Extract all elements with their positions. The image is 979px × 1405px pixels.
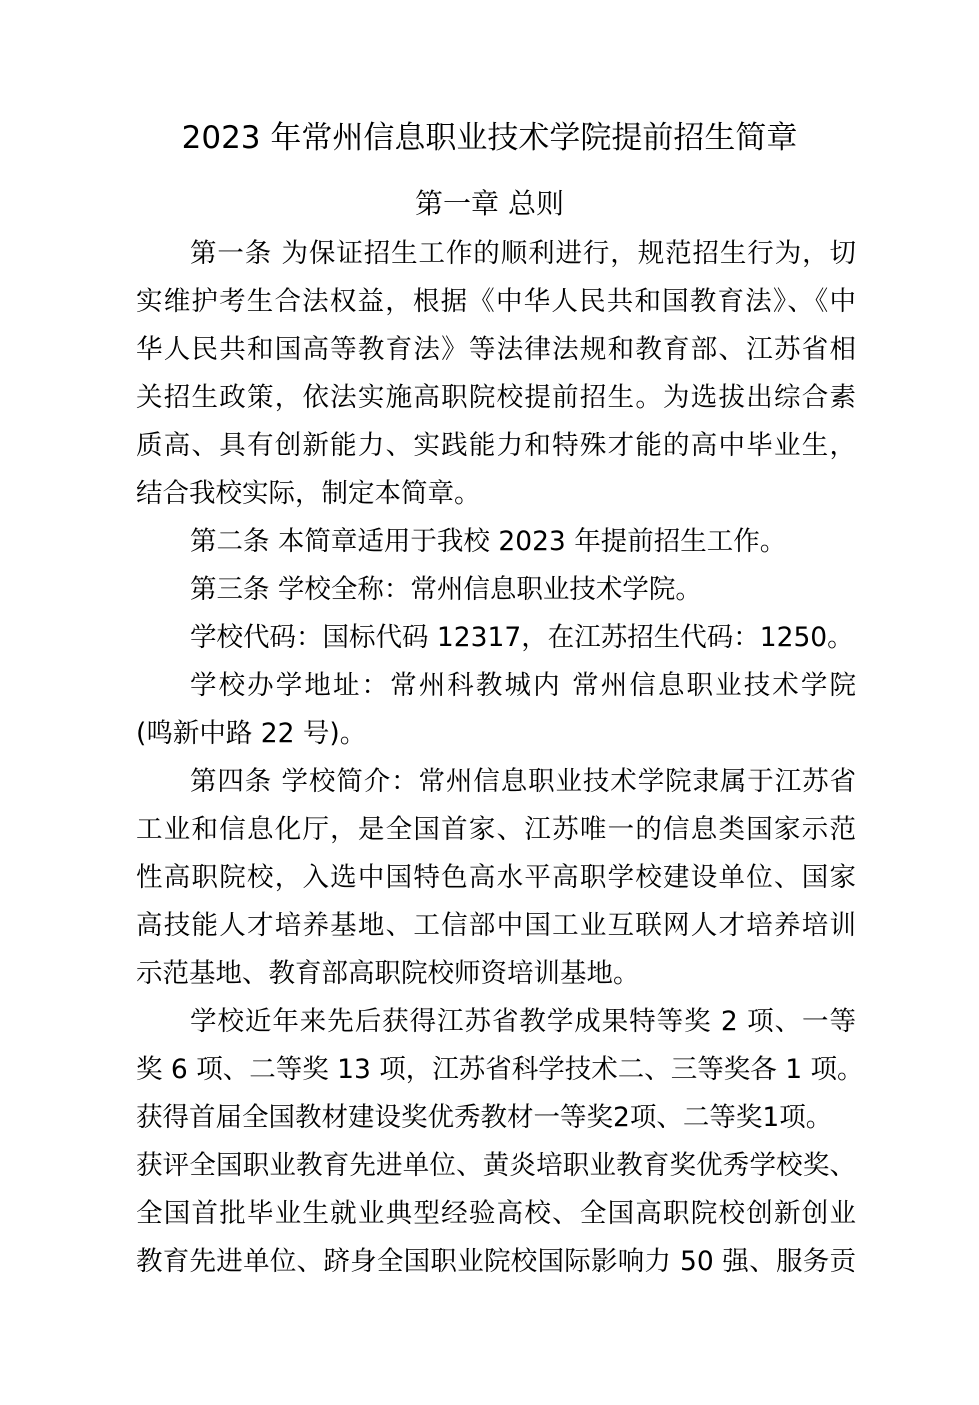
awards-paragraph-line-1: 学校近年来先后获得江苏省教学成果特等奖 2 项、一等	[190, 1006, 856, 1037]
article-4-line-1: 第四条 学校简介：常州信息职业技术学院隶属于江苏省	[190, 766, 856, 797]
chapter-heading: 第一章 总则	[415, 187, 564, 220]
article-4-line-2: 工业和信息化厅，是全国首家、江苏唯一的信息类国家示范	[136, 814, 856, 845]
article-1-line-6: 结合我校实际，制定本简章。	[136, 478, 481, 509]
article-2: 第二条 本简章适用于我校 2023 年提前招生工作。	[190, 526, 787, 557]
article-4-line-3: 性高职院校，入选中国特色高水平高职学校建设单位、国家	[136, 862, 856, 893]
article-1-line-5: 质高、具有创新能力、实践能力和特殊才能的高中毕业生，	[136, 430, 856, 461]
article-4-line-4: 高技能人才培养基地、工信部中国工业互联网人才培养培训	[136, 910, 856, 941]
awards-paragraph-line-2: 奖 6 项、二等奖 13 项，江苏省科学技术二、三等奖各 1 项。	[136, 1054, 864, 1085]
document-title: 2023 年常州信息职业技术学院提前招生简章	[181, 120, 798, 156]
article-3-full-name: 第三条 学校全称：常州信息职业技术学院。	[190, 574, 702, 605]
awards-paragraph-line-4: 获评全国职业教育先进单位、黄炎培职业教育奖优秀学校奖、	[136, 1150, 856, 1181]
article-1-line-2: 实维护考生合法权益，根据《中华人民共和国教育法》、《中	[136, 286, 856, 317]
article-1-line-4: 关招生政策，依法实施高职院校提前招生。为选拔出综合素	[136, 382, 856, 413]
article-3-address-line-2: (鸣新中路 22 号)。	[136, 718, 367, 749]
awards-paragraph-line-3: 获得首届全国教材建设奖优秀教材一等奖2项、二等奖1项。	[136, 1102, 833, 1133]
article-4-line-5: 示范基地、教育部高职院校师资培训基地。	[136, 958, 640, 989]
article-1-line-1: 第一条 为保证招生工作的顺利进行，规范招生行为，切	[190, 238, 856, 269]
article-3-school-code: 学校代码：国标代码 12317，在江苏招生代码：1250。	[190, 622, 854, 653]
awards-paragraph-line-6: 教育先进单位、跻身全国职业院校国际影响力 50 强、服务贡	[136, 1246, 856, 1277]
article-3-address-line-1: 学校办学地址：常州科教城内 常州信息职业技术学院	[190, 670, 856, 701]
document-body	[136, 230, 864, 1286]
awards-paragraph-line-5: 全国首批毕业生就业典型经验高校、全国高职院校创新创业	[136, 1198, 856, 1229]
article-1-line-3: 华人民共和国高等教育法》等法律法规和教育部、江苏省相	[136, 334, 856, 365]
